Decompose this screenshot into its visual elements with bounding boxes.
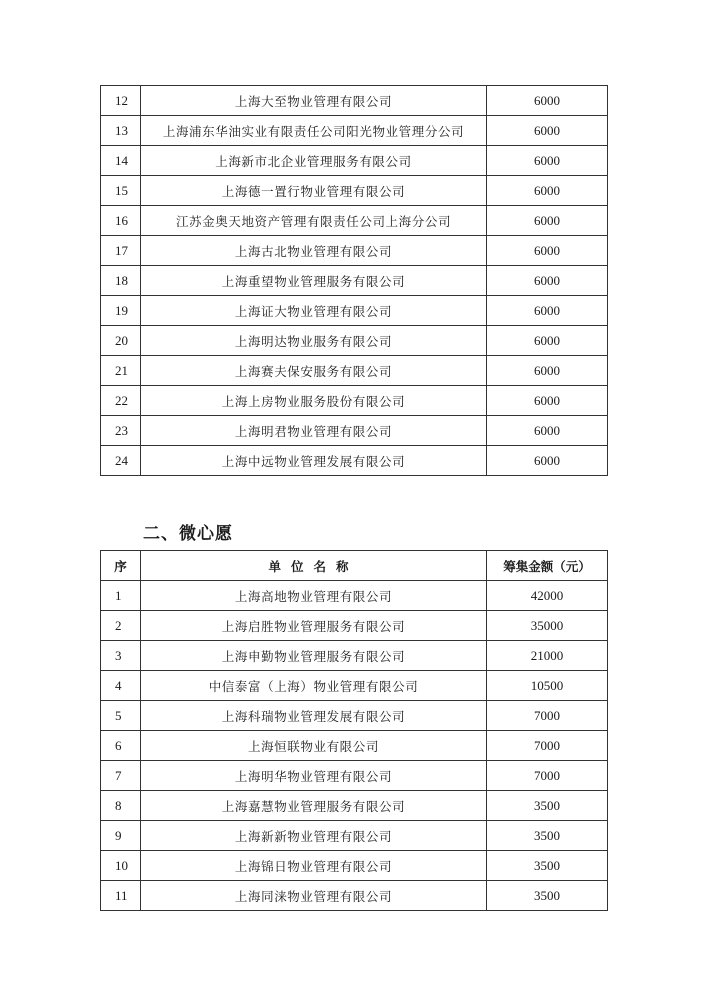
cell-amount: 3500 [487, 881, 608, 911]
cell-seq: 7 [101, 761, 141, 791]
table-row [101, 386, 608, 416]
cell-seq: 5 [101, 701, 141, 731]
cell-seq: 17 [101, 236, 141, 266]
table-row [101, 611, 608, 641]
table-row [101, 671, 608, 701]
cell-amount: 3500 [487, 851, 608, 881]
cell-amount: 6000 [487, 146, 608, 176]
cell-unit-name: 上海同涞物业管理有限公司 [141, 881, 487, 911]
cell-seq: 8 [101, 791, 141, 821]
cell-amount: 6000 [487, 386, 608, 416]
cell-amount: 6000 [487, 176, 608, 206]
cell-amount: 6000 [487, 86, 608, 116]
cell-unit-name: 上海上房物业服务股份有限公司 [141, 386, 487, 416]
donation-table-continued-body [101, 86, 608, 476]
cell-amount: 6000 [487, 116, 608, 146]
cell-unit-name: 上海大至物业管理有限公司 [141, 86, 487, 116]
cell-amount: 35000 [487, 611, 608, 641]
table-row [101, 446, 608, 476]
cell-amount: 3500 [487, 821, 608, 851]
table-header-row [101, 551, 608, 581]
cell-seq: 20 [101, 326, 141, 356]
table-row [101, 791, 608, 821]
cell-seq: 10 [101, 851, 141, 881]
cell-amount: 3500 [487, 791, 608, 821]
table-row [101, 356, 608, 386]
cell-amount: 6000 [487, 236, 608, 266]
donation-table-continued [100, 85, 608, 476]
cell-amount: 6000 [487, 266, 608, 296]
header-seq: 序 [101, 551, 141, 581]
cell-seq: 2 [101, 611, 141, 641]
cell-unit-name: 上海浦东华油实业有限责任公司阳光物业管理分公司 [141, 116, 487, 146]
table-row [101, 296, 608, 326]
table-row [101, 731, 608, 761]
cell-unit-name: 上海锦日物业管理有限公司 [141, 851, 487, 881]
wishes-table-body [101, 581, 608, 911]
cell-unit-name: 上海科瑞物业管理发展有限公司 [141, 701, 487, 731]
cell-unit-name: 上海赛夫保安服务有限公司 [141, 356, 487, 386]
cell-seq: 18 [101, 266, 141, 296]
cell-amount: 7000 [487, 761, 608, 791]
table-row [101, 326, 608, 356]
cell-amount: 6000 [487, 326, 608, 356]
cell-unit-name: 江苏金奥天地资产管理有限责任公司上海分公司 [141, 206, 487, 236]
wishes-table [100, 550, 608, 911]
cell-seq: 19 [101, 296, 141, 326]
cell-seq: 1 [101, 581, 141, 611]
cell-amount: 6000 [487, 206, 608, 236]
table-row [101, 116, 608, 146]
section-heading-wishes: 二、微心愿 [143, 524, 233, 544]
cell-unit-name: 上海新市北企业管理服务有限公司 [141, 146, 487, 176]
cell-amount: 10500 [487, 671, 608, 701]
cell-unit-name: 上海德一置行物业管理有限公司 [141, 176, 487, 206]
cell-unit-name: 上海启胜物业管理服务有限公司 [141, 611, 487, 641]
cell-unit-name: 上海恒联物业有限公司 [141, 731, 487, 761]
cell-amount: 6000 [487, 296, 608, 326]
cell-seq: 9 [101, 821, 141, 851]
cell-amount: 7000 [487, 701, 608, 731]
table-row [101, 176, 608, 206]
header-unit-name: 单位名称 [141, 551, 487, 581]
table-row [101, 266, 608, 296]
table-row [101, 851, 608, 881]
cell-seq: 13 [101, 116, 141, 146]
table-row [101, 881, 608, 911]
table-row [101, 821, 608, 851]
cell-seq: 15 [101, 176, 141, 206]
cell-amount: 42000 [487, 581, 608, 611]
cell-seq: 11 [101, 881, 141, 911]
cell-unit-name: 上海证大物业管理有限公司 [141, 296, 487, 326]
table-row [101, 146, 608, 176]
cell-unit-name: 上海嘉慧物业管理服务有限公司 [141, 791, 487, 821]
cell-unit-name: 上海中远物业管理发展有限公司 [141, 446, 487, 476]
cell-amount: 6000 [487, 356, 608, 386]
cell-unit-name: 上海明达物业服务有限公司 [141, 326, 487, 356]
cell-seq: 3 [101, 641, 141, 671]
cell-amount: 7000 [487, 731, 608, 761]
table-row [101, 581, 608, 611]
cell-seq: 14 [101, 146, 141, 176]
header-amount: 筹集金额（元） [487, 551, 608, 581]
cell-seq: 22 [101, 386, 141, 416]
cell-unit-name: 上海古北物业管理有限公司 [141, 236, 487, 266]
cell-unit-name: 上海重望物业管理服务有限公司 [141, 266, 487, 296]
cell-amount: 6000 [487, 446, 608, 476]
table-row [101, 761, 608, 791]
cell-seq: 6 [101, 731, 141, 761]
cell-seq: 23 [101, 416, 141, 446]
table-row [101, 416, 608, 446]
cell-seq: 4 [101, 671, 141, 701]
cell-seq: 12 [101, 86, 141, 116]
cell-unit-name: 中信泰富（上海）物业管理有限公司 [141, 671, 487, 701]
cell-seq: 21 [101, 356, 141, 386]
cell-unit-name: 上海新新物业管理有限公司 [141, 821, 487, 851]
cell-seq: 16 [101, 206, 141, 236]
cell-unit-name: 上海明华物业管理有限公司 [141, 761, 487, 791]
cell-amount: 6000 [487, 416, 608, 446]
table-row [101, 206, 608, 236]
cell-unit-name: 上海申勤物业管理服务有限公司 [141, 641, 487, 671]
cell-seq: 24 [101, 446, 141, 476]
table-row [101, 701, 608, 731]
table-row [101, 641, 608, 671]
table-row [101, 86, 608, 116]
cell-unit-name: 上海高地物业管理有限公司 [141, 581, 487, 611]
table-row [101, 236, 608, 266]
cell-unit-name: 上海明君物业管理有限公司 [141, 416, 487, 446]
cell-amount: 21000 [487, 641, 608, 671]
